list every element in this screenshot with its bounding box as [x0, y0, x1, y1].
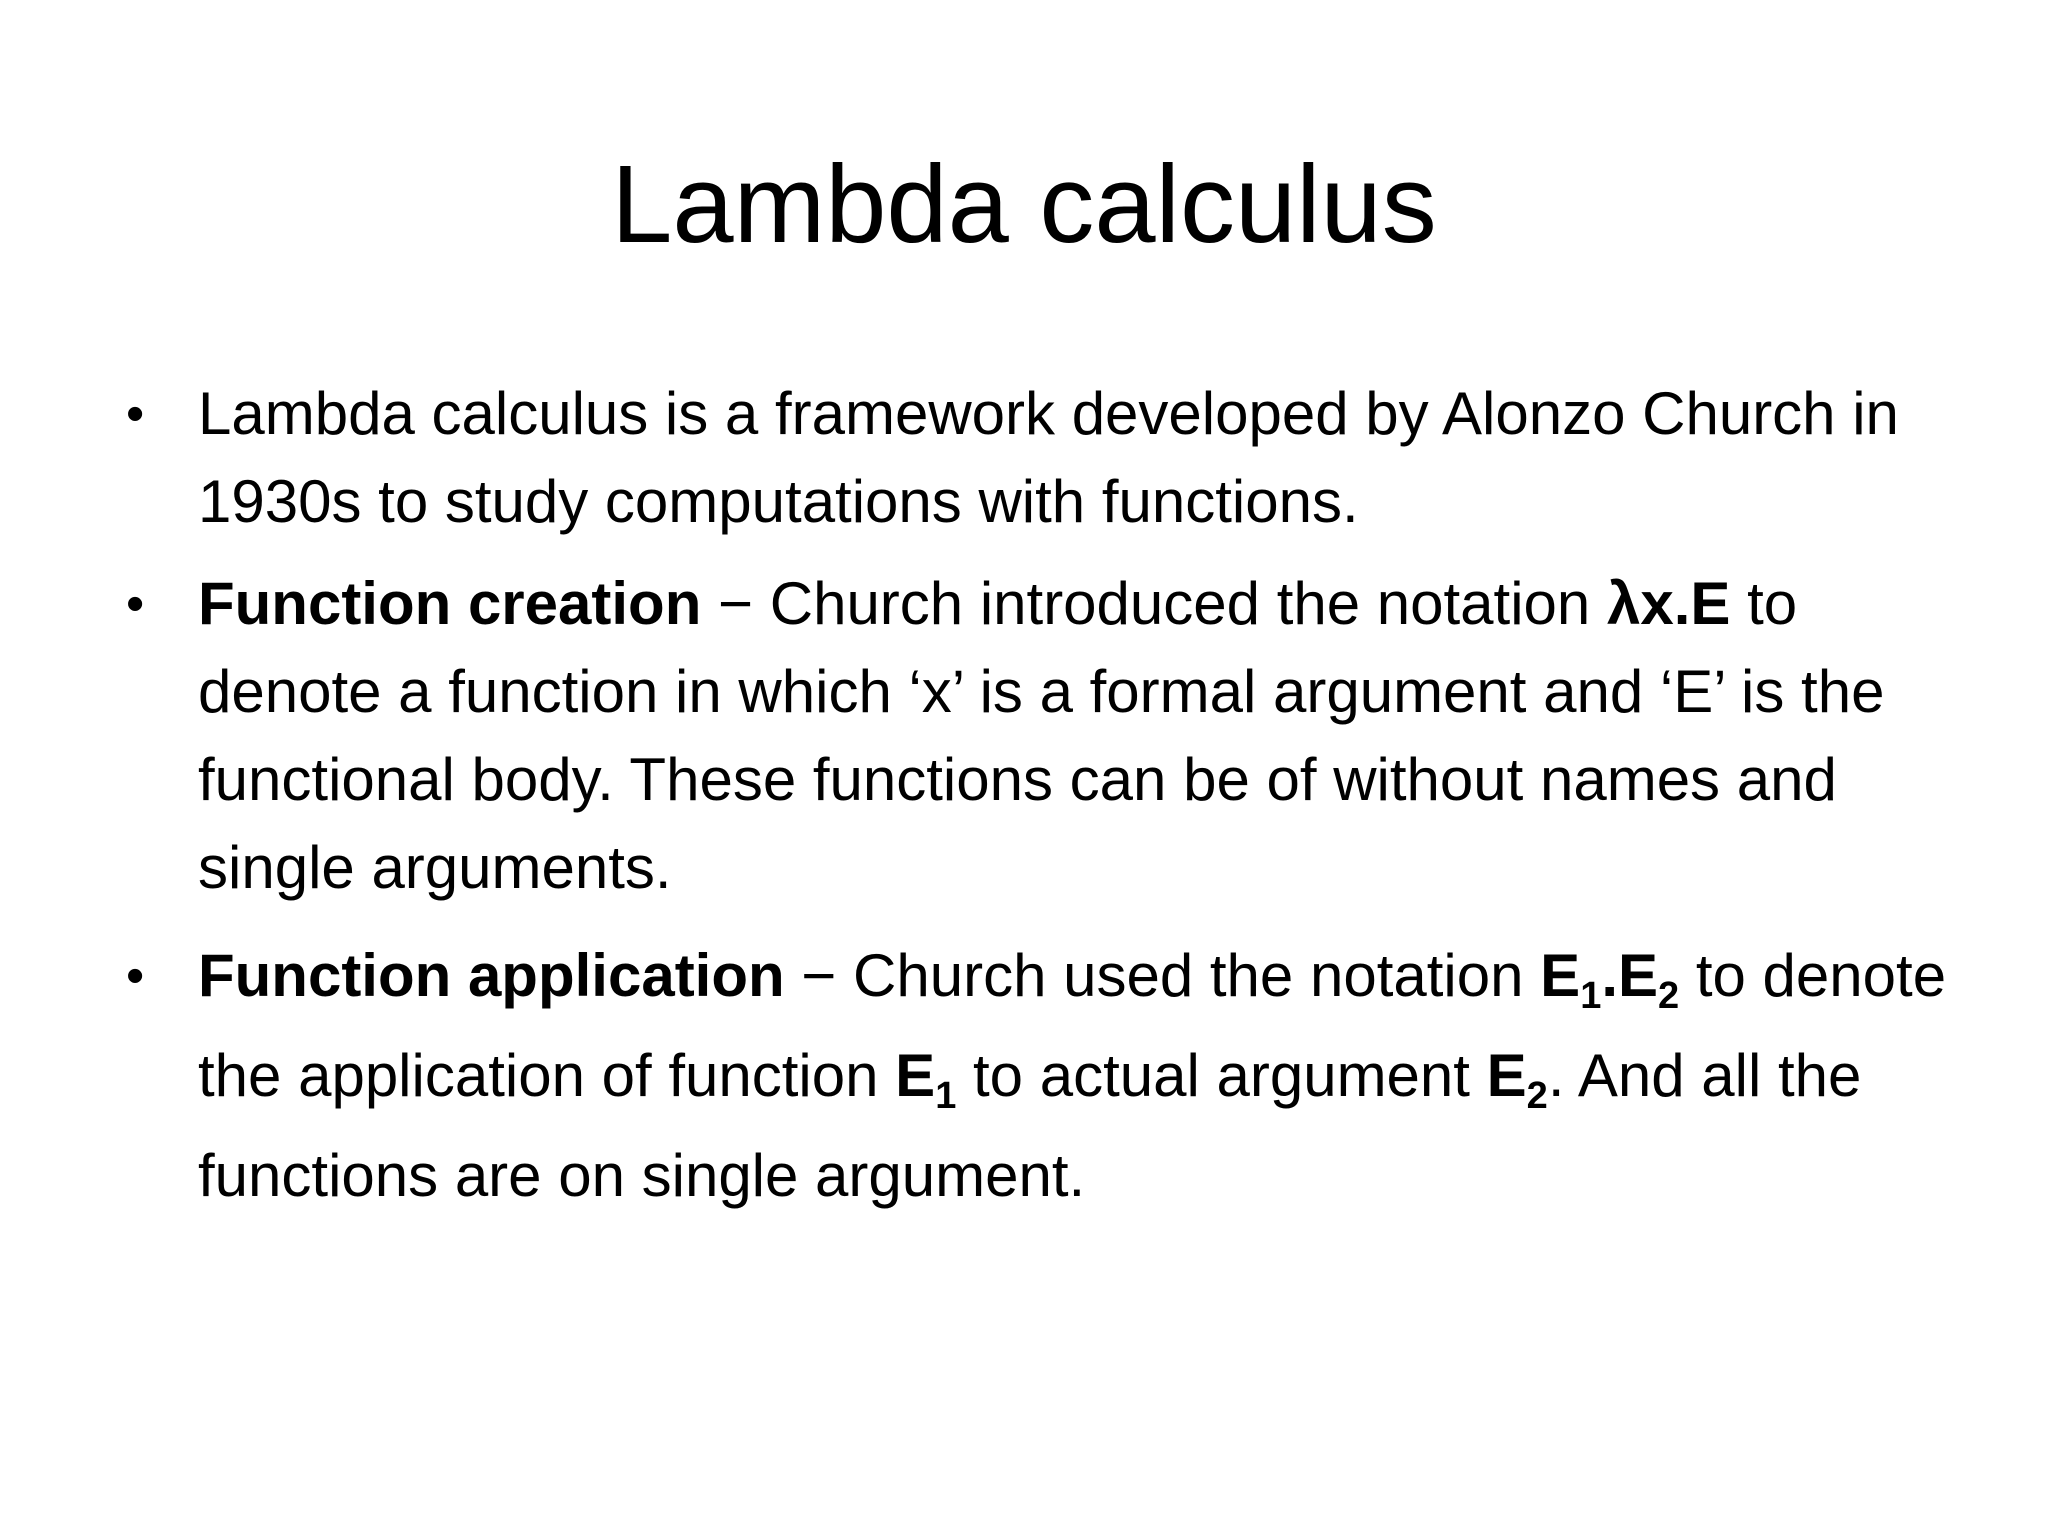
term-function-application: Function application [198, 942, 785, 1009]
bullet-icon: • [126, 385, 145, 443]
notation-e2: $E_2$ [1618, 942, 1680, 1017]
bullet-text: − Church used the notation [784, 942, 1541, 1009]
bullet-item-function-application [120, 926, 1960, 1226]
bullet-text: . And all the functions are on single argument. [198, 1042, 1862, 1209]
bullet-text: − Church introduced the notation [701, 570, 1607, 637]
notation-dot: . [1601, 942, 1618, 1009]
bullet-text: Lambda calculus is a framework developed by Alonzo Church in 1930s to study computations with functions. [198, 380, 1899, 535]
term-function-creation: Function creation [198, 570, 702, 637]
function-e1: $E_1$ [895, 1042, 957, 1117]
bullet-item-intro [120, 370, 1960, 546]
notation-e1: $E_1$ [1540, 942, 1602, 1017]
bullet-icon: • [126, 947, 145, 1005]
bullet-text: to actual argument [956, 1042, 1487, 1109]
lambda-notation: λx.E [1606, 570, 1731, 637]
argument-e2: $E_2$ [1486, 1042, 1548, 1117]
bullet-list [120, 370, 1960, 1240]
bullet-item-function-creation [120, 560, 1960, 912]
bullet-text: to denote a function in which ‘x’ is a formal argument and ‘E’ is the functional body. These functions can be of without names and single arguments. [198, 570, 1885, 901]
bullet-icon: • [126, 575, 145, 633]
slide-title: Lambda calculus [611, 143, 1437, 266]
bullet-text: to denote the application of function [198, 942, 1947, 1109]
